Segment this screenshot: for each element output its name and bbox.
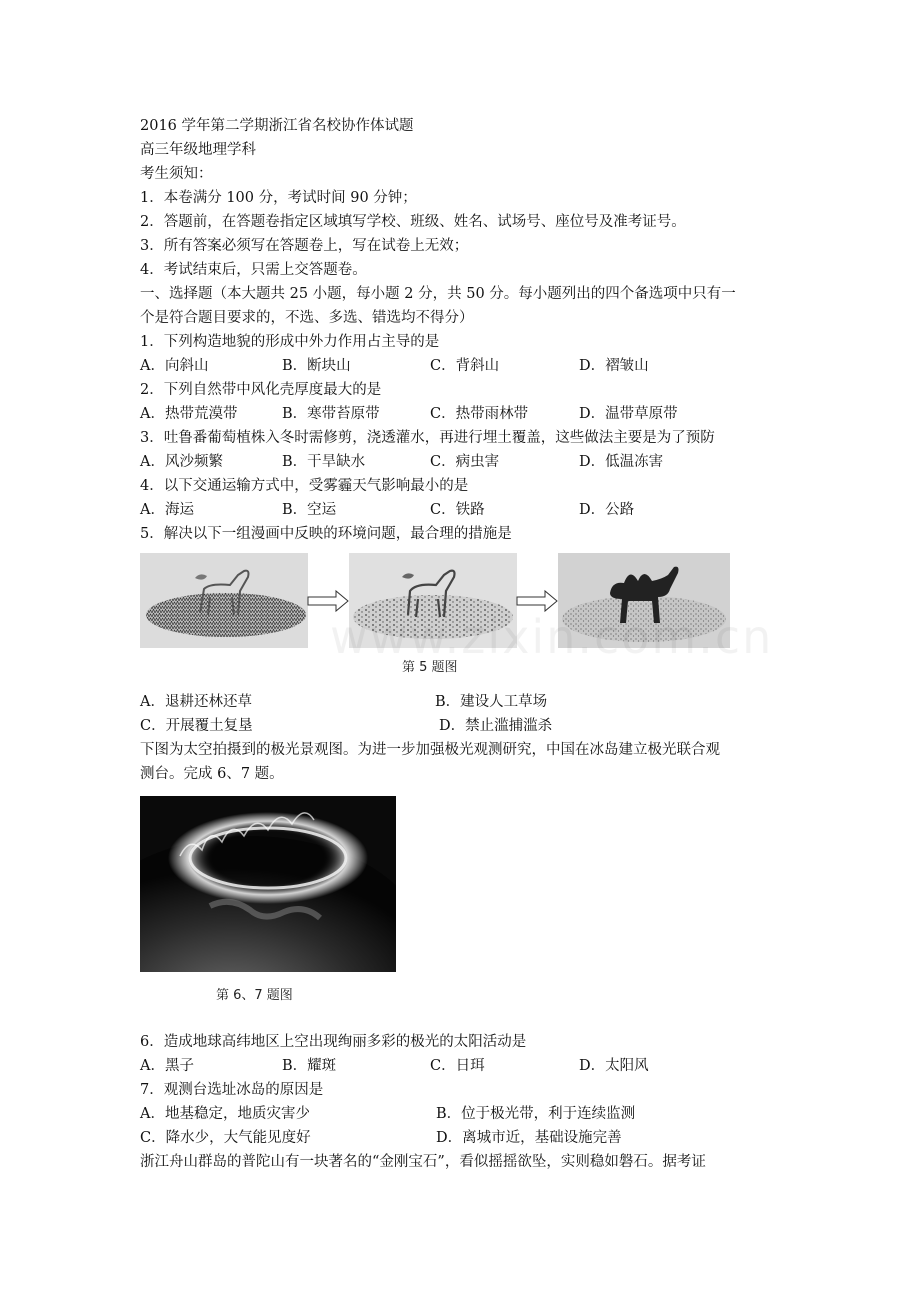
option-c: C．降水少，大气能见度好 xyxy=(140,1130,311,1146)
option-b: B．建设人工草场 xyxy=(435,694,548,710)
section-heading: 一、选择题（本大题共 25 小题，每小题 2 分，共 50 分。每小题列出的四个备选项中只有一 xyxy=(140,286,736,302)
option-a: A．退耕还林还草 xyxy=(140,694,252,710)
exam-subtitle: 高三年级地理学科 xyxy=(140,142,256,158)
section-heading-cont: 个是符合题目要求的，不选、多选、错选均不得分） xyxy=(140,310,474,326)
passage-line: 测台。完成 6、7 题。 xyxy=(140,766,284,782)
option-a: A．地基稳定，地质灾害少 xyxy=(140,1106,310,1122)
question-stem: 5．解决以下一组漫画中反映的环境问题，最合理的措施是 xyxy=(140,526,512,542)
notice-item: 3．所有答案必须写在答题卷上，写在试卷上无效； xyxy=(140,238,469,254)
option-a: A．海运 xyxy=(140,502,194,518)
option-a: A．风沙频繁 xyxy=(140,454,223,470)
option-d: D．太阳风 xyxy=(579,1058,649,1074)
option-b: B．寒带苔原带 xyxy=(282,406,380,422)
option-b: B．耀斑 xyxy=(282,1058,337,1074)
exam-title: 2016 学年第二学期浙江省名校协作体试题 xyxy=(140,118,414,134)
option-d: D．温带草原带 xyxy=(579,406,678,422)
cartoon-panel-1 xyxy=(140,553,308,648)
option-d: D．离城市近，基础设施完善 xyxy=(436,1130,622,1146)
option-d: D．公路 xyxy=(579,502,635,518)
watermark: www.zixin.com.cn xyxy=(330,610,774,664)
notice-title: 考生须知： xyxy=(140,166,213,182)
question-stem: 2．下列自然带中风化壳厚度最大的是 xyxy=(140,382,382,398)
arrow-icon xyxy=(308,591,348,611)
option-d: D．禁止滥捕滥杀 xyxy=(439,718,553,734)
option-c: C．热带雨林带 xyxy=(430,406,529,422)
question-stem: 7．观测台选址冰岛的原因是 xyxy=(140,1082,324,1098)
option-d: D．低温冻害 xyxy=(579,454,664,470)
question-stem: 6．造成地球高纬地区上空出现绚丽多彩的极光的太阳活动是 xyxy=(140,1034,527,1050)
passage-line: 下图为太空拍摄到的极光景观图。为进一步加强极光观测研究，中国在冰岛建立极光联合观 xyxy=(140,742,720,758)
option-c: C．背斜山 xyxy=(430,358,500,374)
notice-item: 4．考试结束后，只需上交答题卷。 xyxy=(140,262,367,278)
passage-line: 浙江舟山群岛的普陀山有一块著名的“金刚宝石”，看似摇摇欲坠，实则稳如磐石。据考证 xyxy=(140,1154,706,1170)
option-c: C．开展覆土复垦 xyxy=(140,718,253,734)
figure-6-7-aurora-photo xyxy=(140,796,396,972)
option-a: A．向斜山 xyxy=(140,358,209,374)
option-a: A．热带荒漠带 xyxy=(140,406,238,422)
question-stem: 3．吐鲁番葡萄植株入冬时需修剪，浇透灌水，再进行埋土覆盖，这些做法主要是为了预防 xyxy=(140,430,715,446)
option-b: B．干旱缺水 xyxy=(282,454,366,470)
option-c: C．铁路 xyxy=(430,502,485,518)
option-c: C．日珥 xyxy=(430,1058,485,1074)
notice-item: 1．本卷满分 100 分，考试时间 90 分钟； xyxy=(140,190,417,206)
option-c: C．病虫害 xyxy=(430,454,500,470)
question-stem: 4．以下交通运输方式中，受雾霾天气影响最小的是 xyxy=(140,478,469,494)
option-a: A．黑子 xyxy=(140,1058,194,1074)
option-b: B．位于极光带，利于连续监测 xyxy=(436,1106,636,1122)
option-d: D．褶皱山 xyxy=(579,358,649,374)
option-b: B．断块山 xyxy=(282,358,351,374)
notice-item: 2．答题前，在答题卷指定区域填写学校、班级、姓名、试场号、座位号及准考证号。 xyxy=(140,214,686,230)
arrow-icon xyxy=(517,591,557,611)
option-b: B．空运 xyxy=(282,502,337,518)
figure-6-7-caption: 第 6、7 题图 xyxy=(216,988,293,1003)
question-stem: 1．下列构造地貌的形成中外力作用占主导的是 xyxy=(140,334,440,350)
figure-5-caption: 第 5 题图 xyxy=(402,660,458,675)
